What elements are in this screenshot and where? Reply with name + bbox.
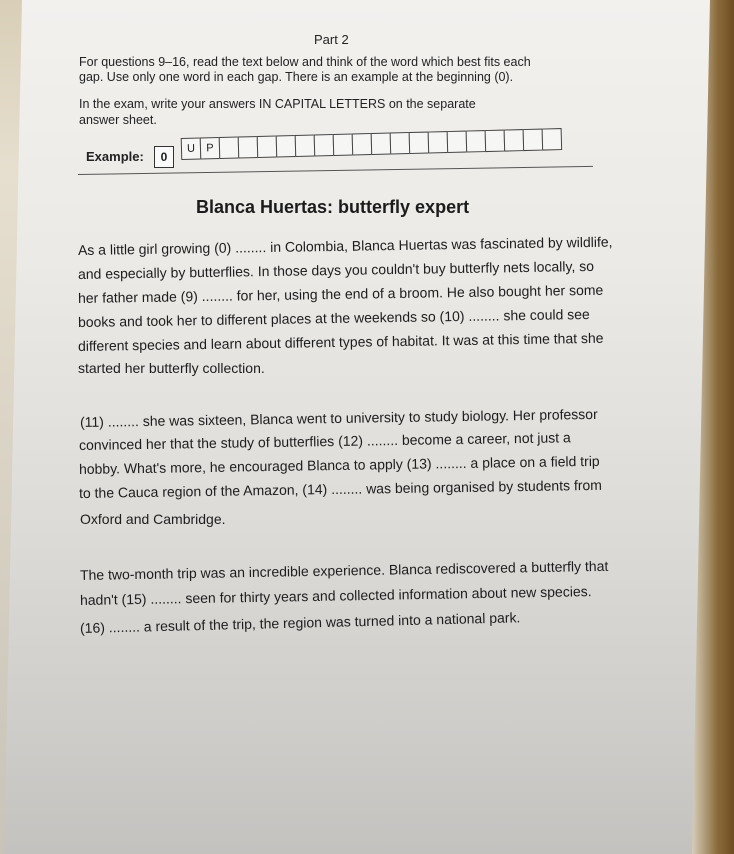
example-answer-cell (428, 131, 449, 154)
example-answer-cell: U (181, 138, 202, 161)
example-answer-cell (219, 137, 240, 160)
example-answer-cell (504, 129, 525, 152)
example-answer-cell (257, 136, 278, 159)
example-answer-cell (390, 132, 411, 155)
instruction-line-2: gap. Use only one word in each gap. There is an example at the beginning (0). (79, 70, 514, 84)
example-answer-cell (447, 131, 468, 154)
article-line: hobby. What's more, he encouraged Blanca to apply (13) ........ a place on a field trip (78, 452, 600, 477)
instruction-line-1: For questions 9–16, read the text below and think of the word which best fits each (79, 55, 531, 69)
example-answer-cell (409, 132, 430, 155)
example-answer-cell (352, 133, 373, 156)
example-answer-cell (238, 136, 259, 159)
article-line: started her butterfly collection. (78, 360, 265, 376)
example-answer-cell (314, 134, 335, 157)
example-answer-cell (371, 133, 392, 156)
article-line: Oxford and Cambridge. (80, 511, 226, 527)
article-line: hadn't (15) ........ seen for thirty years and collected information about new species. (79, 583, 592, 608)
example-answer-cell (466, 130, 487, 153)
example-answer-cell (542, 128, 563, 151)
article-line: and especially by butterflies. In those days you couldn't buy butterfly nets locally, so (77, 257, 595, 282)
article-line: (11) ........ she was sixteen, Blanca went to university to study biology. Her professor (79, 405, 598, 430)
article-line: her father made (9) ........ for her, using the end of a broom. He also bought her some (77, 281, 604, 306)
example-label: Example: (86, 149, 144, 164)
article-title: Blanca Huertas: butterfly expert (196, 197, 470, 217)
example-answer-cell (523, 129, 544, 152)
example-answer-cell (485, 130, 506, 153)
example-answer-cell: P (200, 137, 221, 160)
instruction-line-3: In the exam, write your answers IN CAPITAL LETTERS on the separate (79, 97, 476, 111)
article-line: As a little girl growing (0) ........ in Colombia, Blanca Huertas was fascinated by wildlife, (77, 233, 613, 258)
article-line: books and took her to different places at the weekends so (10) ........ she could see (77, 305, 590, 330)
article-line: The two-month trip was an incredible experience. Blanca rediscovered a butterfly that (79, 557, 609, 583)
example-number-box: 0 (154, 146, 174, 168)
article-line: (16) ........ a result of the trip, the region was turned into a national park. (79, 609, 521, 636)
article-line: convinced her that the study of butterflies (12) ........ become a career, not just a (78, 429, 571, 453)
example-answer-cell (295, 135, 316, 158)
instruction-line-4: answer sheet. (79, 113, 157, 127)
article-line: to the Cauca region of the Amazon, (14) ........ was being organised by students from (78, 476, 603, 501)
article-line: different species and learn about different types of habitat. It was at this time that she (77, 329, 604, 354)
example-row (78, 138, 598, 178)
example-answer-cell (333, 134, 354, 157)
example-answer-cells (182, 128, 562, 160)
example-answer-cell (276, 135, 297, 158)
part-title: Part 2 (314, 32, 349, 47)
